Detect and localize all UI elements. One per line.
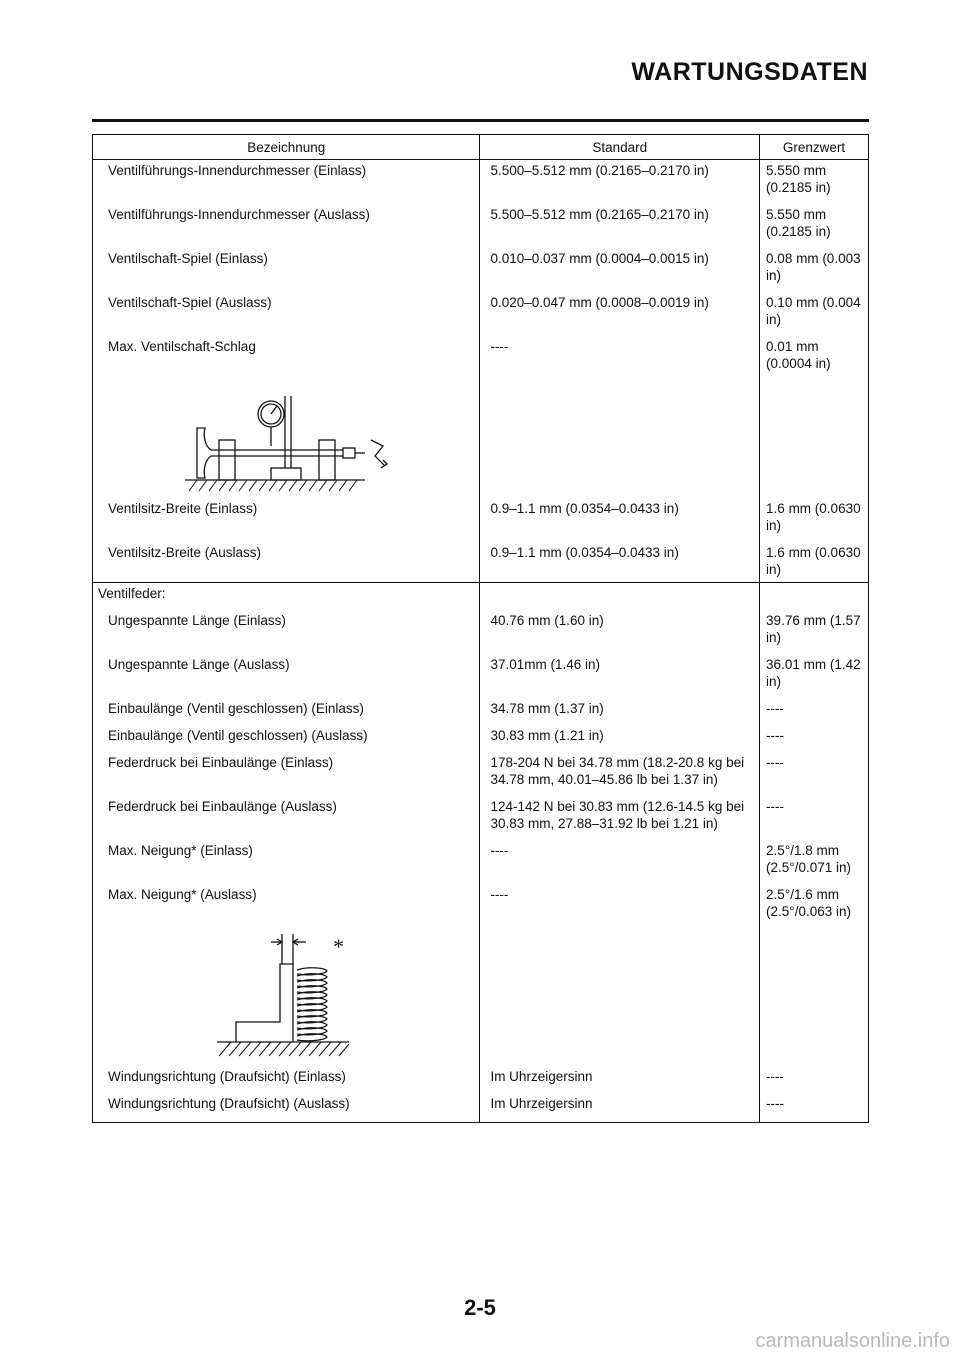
row-standard: 0.020–0.047 mm (0.0008–0.0019 in) (480, 288, 760, 332)
row-limit: 39.76 mm (1.57 in) (760, 606, 869, 650)
table-row (93, 1062, 869, 1089)
watermark: carmanualsonline.info (755, 1330, 950, 1352)
figure-cell-empty (760, 924, 869, 1062)
page-title: WARTUNGSDATEN (631, 58, 868, 86)
table-row (93, 748, 869, 792)
row-name: Einbaulänge (Ventil geschlossen) (Auslass) (93, 721, 480, 748)
table-row (93, 836, 869, 880)
column-header-limit: Grenzwert (760, 135, 869, 160)
row-limit: 1.6 mm (0.0630 in) (760, 494, 869, 538)
figure-cell (93, 376, 480, 494)
maintenance-data-table (92, 134, 869, 1123)
row-limit: ---- (760, 694, 869, 721)
row-standard: 37.01mm (1.46 in) (480, 650, 760, 694)
row-name: Einbaulänge (Ventil geschlossen) (Einlass) (93, 694, 480, 721)
row-name: Federdruck bei Einbaulänge (Einlass) (93, 748, 480, 792)
table-row (93, 494, 869, 538)
figure-cell (93, 924, 480, 1062)
row-name: Ventilführungs-Innendurchmesser (Einlass) (93, 160, 480, 201)
row-standard: 0.9–1.1 mm (0.0354–0.0433 in) (480, 494, 760, 538)
dial-gauge-runout-illustration (93, 376, 481, 494)
table-row (93, 288, 869, 332)
figure-cell-empty (480, 924, 760, 1062)
row-limit: 2.5°/1.8 mm (2.5°/0.071 in) (760, 836, 869, 880)
row-limit: ---- (760, 748, 869, 792)
row-limit: 5.550 mm (0.2185 in) (760, 200, 869, 244)
row-name: Ventilsitz-Breite (Einlass) (93, 494, 480, 538)
row-standard: 34.78 mm (1.37 in) (480, 694, 760, 721)
table-row (93, 160, 869, 201)
column-header-standard: Standard (480, 135, 760, 160)
table-row (93, 721, 869, 748)
row-limit: 0.10 mm (0.004 in) (760, 288, 869, 332)
figure-row-runout (93, 376, 869, 494)
table-row (93, 606, 869, 650)
column-header-name: Bezeichnung (93, 135, 480, 160)
row-name: Max. Neigung* (Auslass) (93, 880, 480, 924)
title-rule (92, 119, 869, 122)
row-limit: ---- (760, 1089, 869, 1123)
row-name: Federdruck bei Einbaulänge (Auslass) (93, 792, 480, 836)
row-standard: 5.500–5.512 mm (0.2165–0.2170 in) (480, 160, 760, 201)
row-standard: ---- (480, 880, 760, 924)
page-number: 2-5 (464, 1295, 496, 1320)
group-header-row (93, 583, 869, 607)
table-row (93, 792, 869, 836)
row-limit: 36.01 mm (1.42 in) (760, 650, 869, 694)
row-limit: ---- (760, 721, 869, 748)
table-row (93, 694, 869, 721)
table-row (93, 538, 869, 583)
row-standard: 30.83 mm (1.21 in) (480, 721, 760, 748)
row-name: Ventilschaft-Spiel (Auslass) (93, 288, 480, 332)
row-name: Ventilschaft-Spiel (Einlass) (93, 244, 480, 288)
row-limit: 0.08 mm (0.003 in) (760, 244, 869, 288)
row-name: Ventilführungs-Innendurchmesser (Auslass) (93, 200, 480, 244)
figure-cell-empty (760, 376, 869, 494)
row-limit: 1.6 mm (0.0630 in) (760, 538, 869, 583)
row-standard: 124-142 N bei 30.83 mm (12.6-14.5 kg bei 30.83 mm, 27.88–31.92 lb bei 1.21 in) (480, 792, 760, 836)
row-standard: 0.010–0.037 mm (0.0004–0.0015 in) (480, 244, 760, 288)
row-name: Ventilsitz-Breite (Auslass) (93, 538, 480, 583)
row-limit: 2.5°/1.6 mm (2.5°/0.063 in) (760, 880, 869, 924)
row-name: Ungespannte Länge (Auslass) (93, 650, 480, 694)
figure-marker: * (333, 934, 344, 959)
row-standard: Im Uhrzeigersinn (480, 1089, 760, 1123)
row-limit: ---- (760, 792, 869, 836)
figure-cell-empty (480, 376, 760, 494)
table-row (93, 1089, 869, 1123)
row-name: Windungsrichtung (Draufsicht) (Einlass) (93, 1062, 480, 1089)
row-limit: ---- (760, 1062, 869, 1089)
row-standard: Im Uhrzeigersinn (480, 1062, 760, 1089)
row-limit: 5.550 mm (0.2185 in) (760, 160, 869, 201)
row-standard: ---- (480, 332, 760, 376)
row-name: Max. Ventilschaft-Schlag (93, 332, 480, 376)
row-standard: 178-204 N bei 34.78 mm (18.2-20.8 kg bei 34.78 mm, 40.01–45.86 lb bei 1.37 in) (480, 748, 760, 792)
row-standard: 0.9–1.1 mm (0.0354–0.0433 in) (480, 538, 760, 583)
row-limit: 0.01 mm (0.0004 in) (760, 332, 869, 376)
figure-row-spring-tilt (93, 924, 869, 1062)
table-row (93, 880, 869, 924)
row-name: Windungsrichtung (Draufsicht) (Auslass) (93, 1089, 480, 1123)
table-row (93, 244, 869, 288)
row-standard: 5.500–5.512 mm (0.2165–0.2170 in) (480, 200, 760, 244)
group-label: Ventilfeder: (93, 583, 480, 607)
row-standard: ---- (480, 836, 760, 880)
table-header-row (93, 135, 869, 160)
table-row (93, 650, 869, 694)
spring-tilt-illustration (93, 924, 481, 1062)
table-row (93, 200, 869, 244)
row-name: Ungespannte Länge (Einlass) (93, 606, 480, 650)
row-name: Max. Neigung* (Einlass) (93, 836, 480, 880)
row-standard: 40.76 mm (1.60 in) (480, 606, 760, 650)
table-row (93, 332, 869, 376)
